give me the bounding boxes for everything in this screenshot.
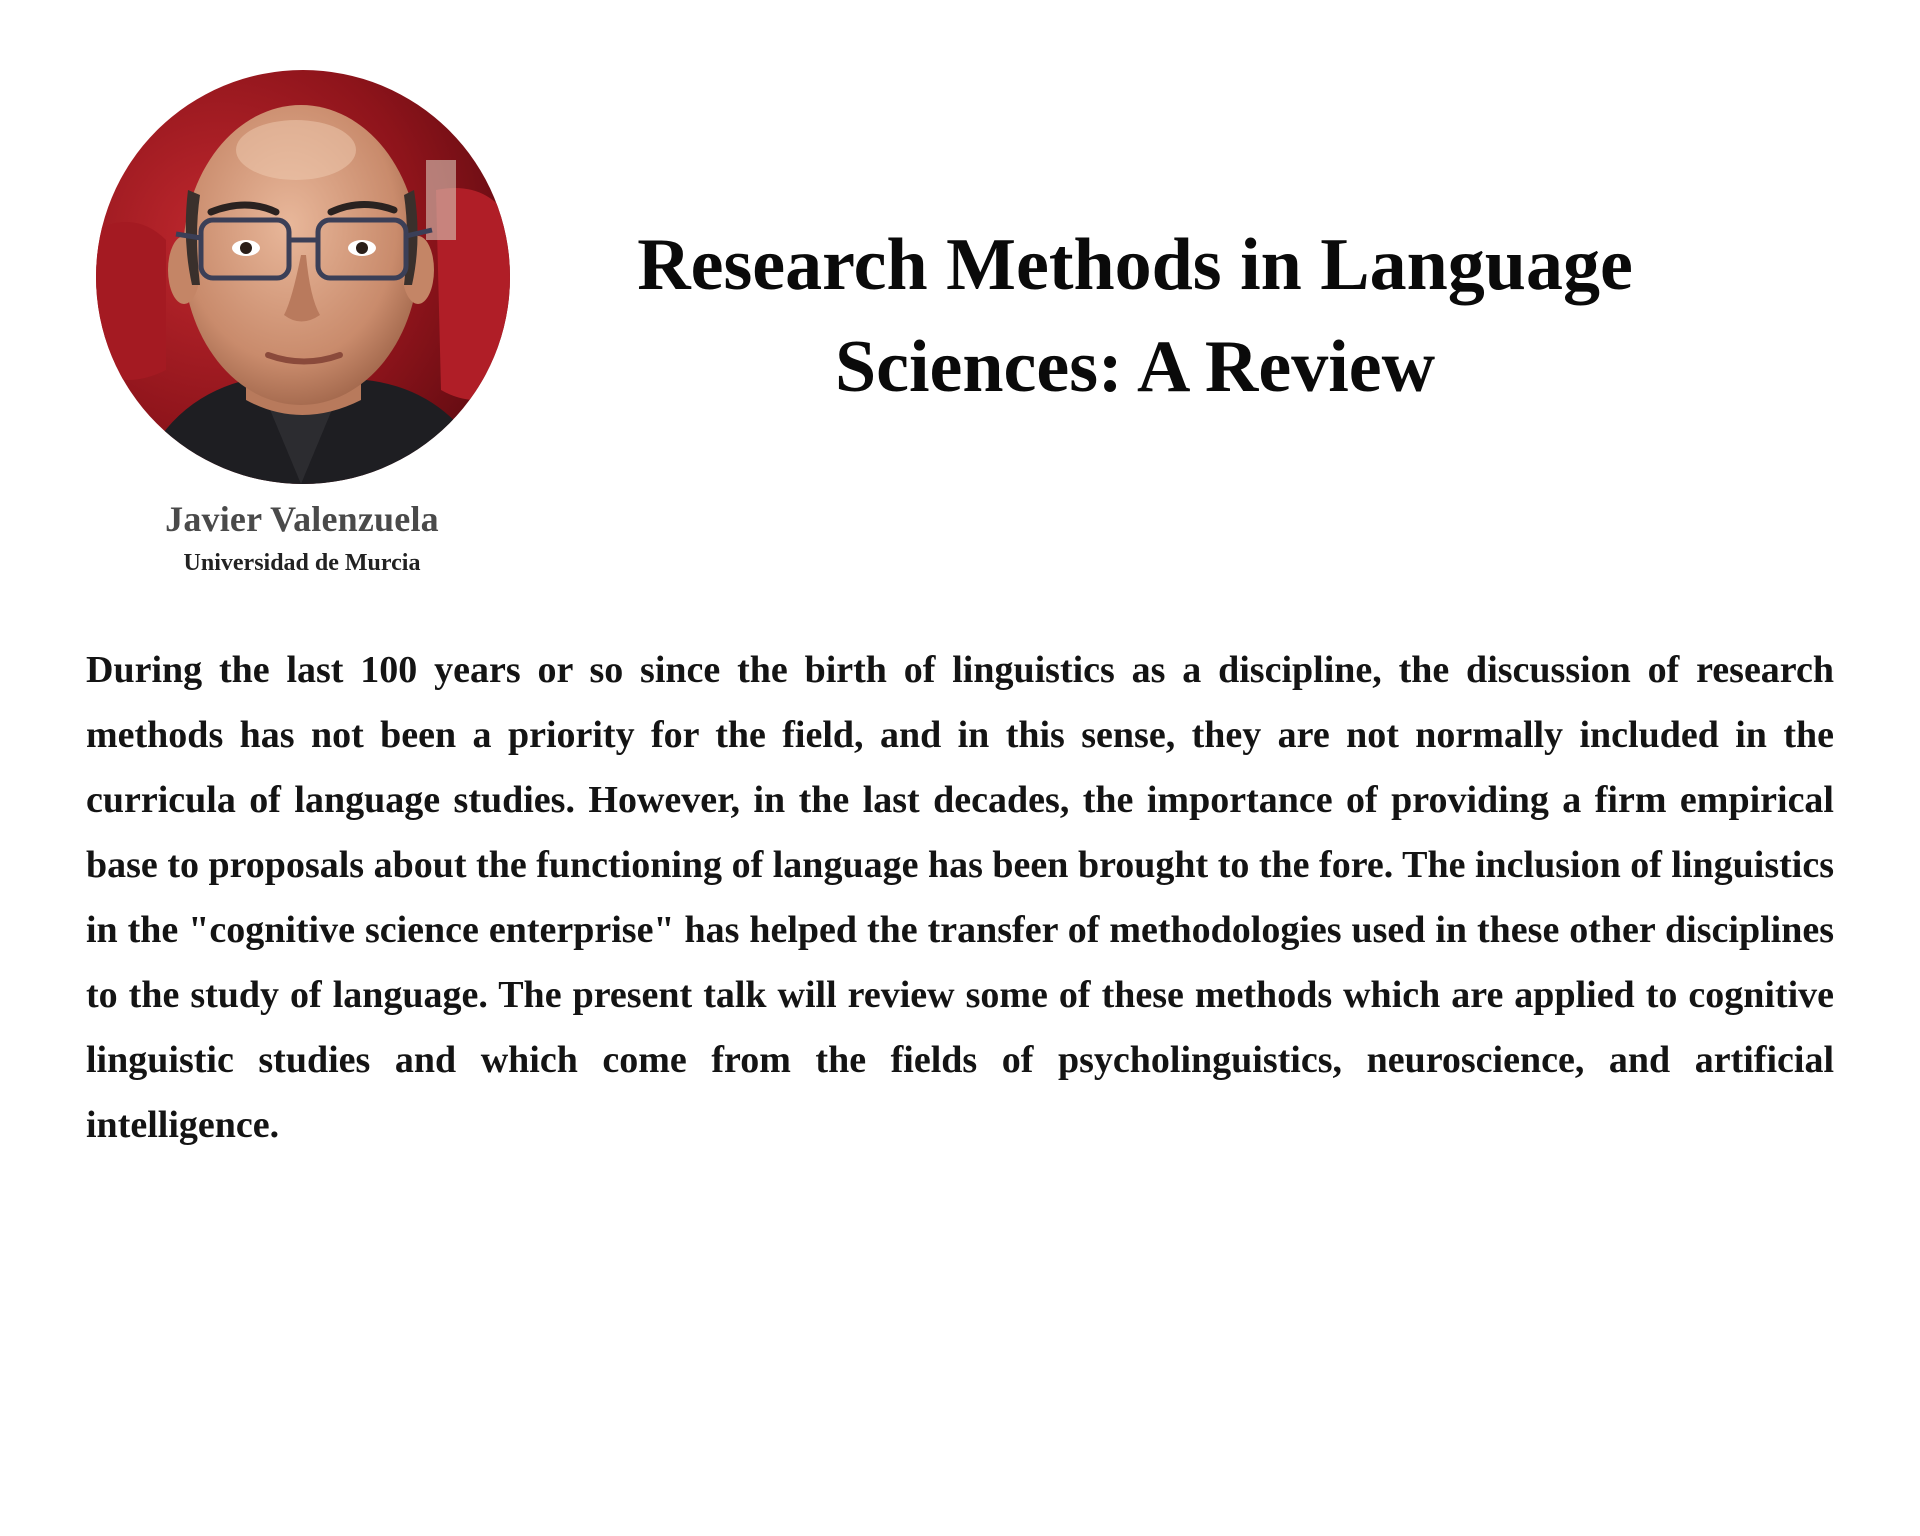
speaker-portrait-icon — [96, 70, 510, 484]
speaker-name: Javier Valenzuela — [165, 499, 439, 539]
speaker-affiliation: Universidad de Murcia — [183, 550, 421, 576]
speaker-photo — [96, 70, 510, 484]
talk-title: Research Methods in Language Sciences: A Review — [637, 224, 1633, 408]
talk-abstract: During the last 100 years or so since the birth of linguistics as a discipline, the discussion of research methods has not been a priority for the field, and in this sense, they are not normally included in the curricula of language studies. However, in the last decades, the importance of providing a firm empirical base to proposals about the functioning of language has been brought to the fore. The inclusion of linguistics in the "cognitive science enterprise" has helped the transfer of methodologies used in these other disciplines to the study of language. The present talk will review some of these methods which are applied to cognitive linguistic studies and which come from the fields of psycholinguistics, neuroscience, and artificial intelligence. — [86, 649, 1834, 1146]
